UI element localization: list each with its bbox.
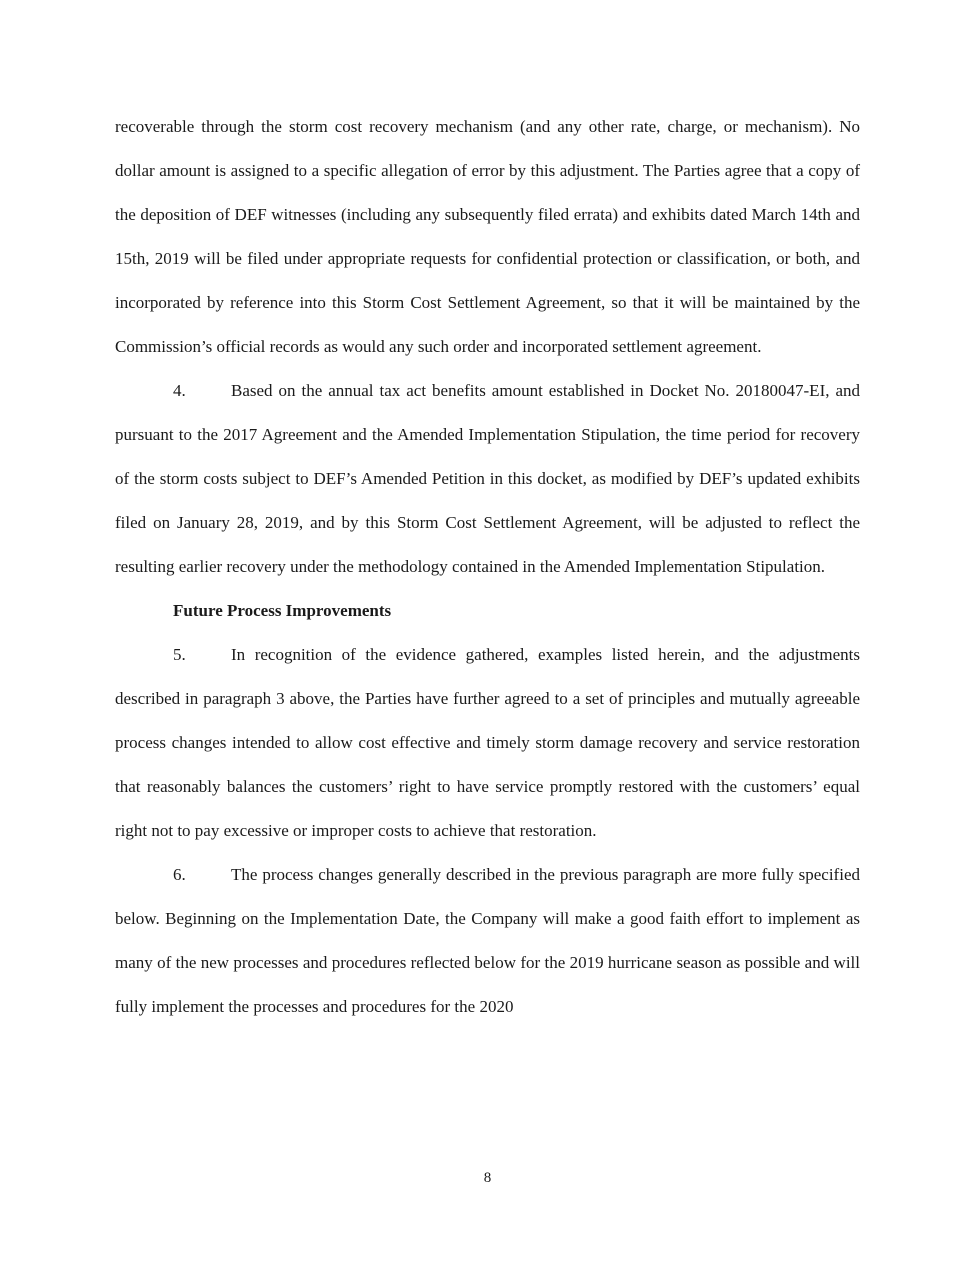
document-body xyxy=(115,105,860,1029)
page-number: 8 xyxy=(483,1170,492,1186)
paragraph-4 xyxy=(115,369,860,589)
paragraph-5 xyxy=(115,633,860,853)
paragraph-text: The process changes generally described in the previous paragraph are more fully specified below. Beginning on the Implementation Date, the Company will make a good faith effort to implement as many of the new processes and procedures reflected below for the 2019 hurricane season as possible and will fully implement the processes and procedures for the 2020 xyxy=(115,865,860,1016)
paragraph-number: 5. xyxy=(173,645,186,664)
paragraph-number: 6. xyxy=(173,865,186,884)
paragraph-6 xyxy=(115,853,860,1029)
paragraph-number: 4. xyxy=(173,381,186,400)
paragraph-text: In recognition of the evidence gathered, examples listed herein, and the adjustments described in paragraph 3 above, the Parties have further agreed to a set of principles and mutually agreeable process changes intended to allow cost effective and timely storm damage recovery and service restoration that reasonably balances the customers’ right to have service promptly restored with the customers’ equal right not to pay excessive or improper costs to achieve that restoration. xyxy=(115,645,860,840)
section-heading: Future Process Improvements xyxy=(173,601,392,620)
paragraph-continued xyxy=(115,105,860,369)
paragraph-text: Based on the annual tax act benefits amount established in Docket No. 20180047-EI, and pursuant to the 2017 Agreement and the Amended Implementation Stipulation, the time period for recovery of the storm costs subject to DEF’s Amended Petition in this docket, as modified by DEF’s updated exhibits filed on January 28, 2019, and by this Storm Cost Settlement Agreement, will be adjusted to reflect the resulting earlier recovery under the methodology contained in the Amended Implementation Stipulation. xyxy=(115,381,860,576)
paragraph-text: recoverable through the storm cost recovery mechanism (and any other rate, charge, or mechanism). No dollar amount is assigned to a specific allegation of error by this adjustment. The Parties agree that a copy of the deposition of DEF witnesses (including any subsequently filed errata) and exhibits dated March 14th and 15th, 2019 will be filed under appropriate requests for confidential protection or classification, or both, and incorporated by reference into this Storm Cost Settlement Agreement, so that it will be maintained by the Commission’s official records as would any such order and incorporated settlement agreement. xyxy=(115,117,860,356)
